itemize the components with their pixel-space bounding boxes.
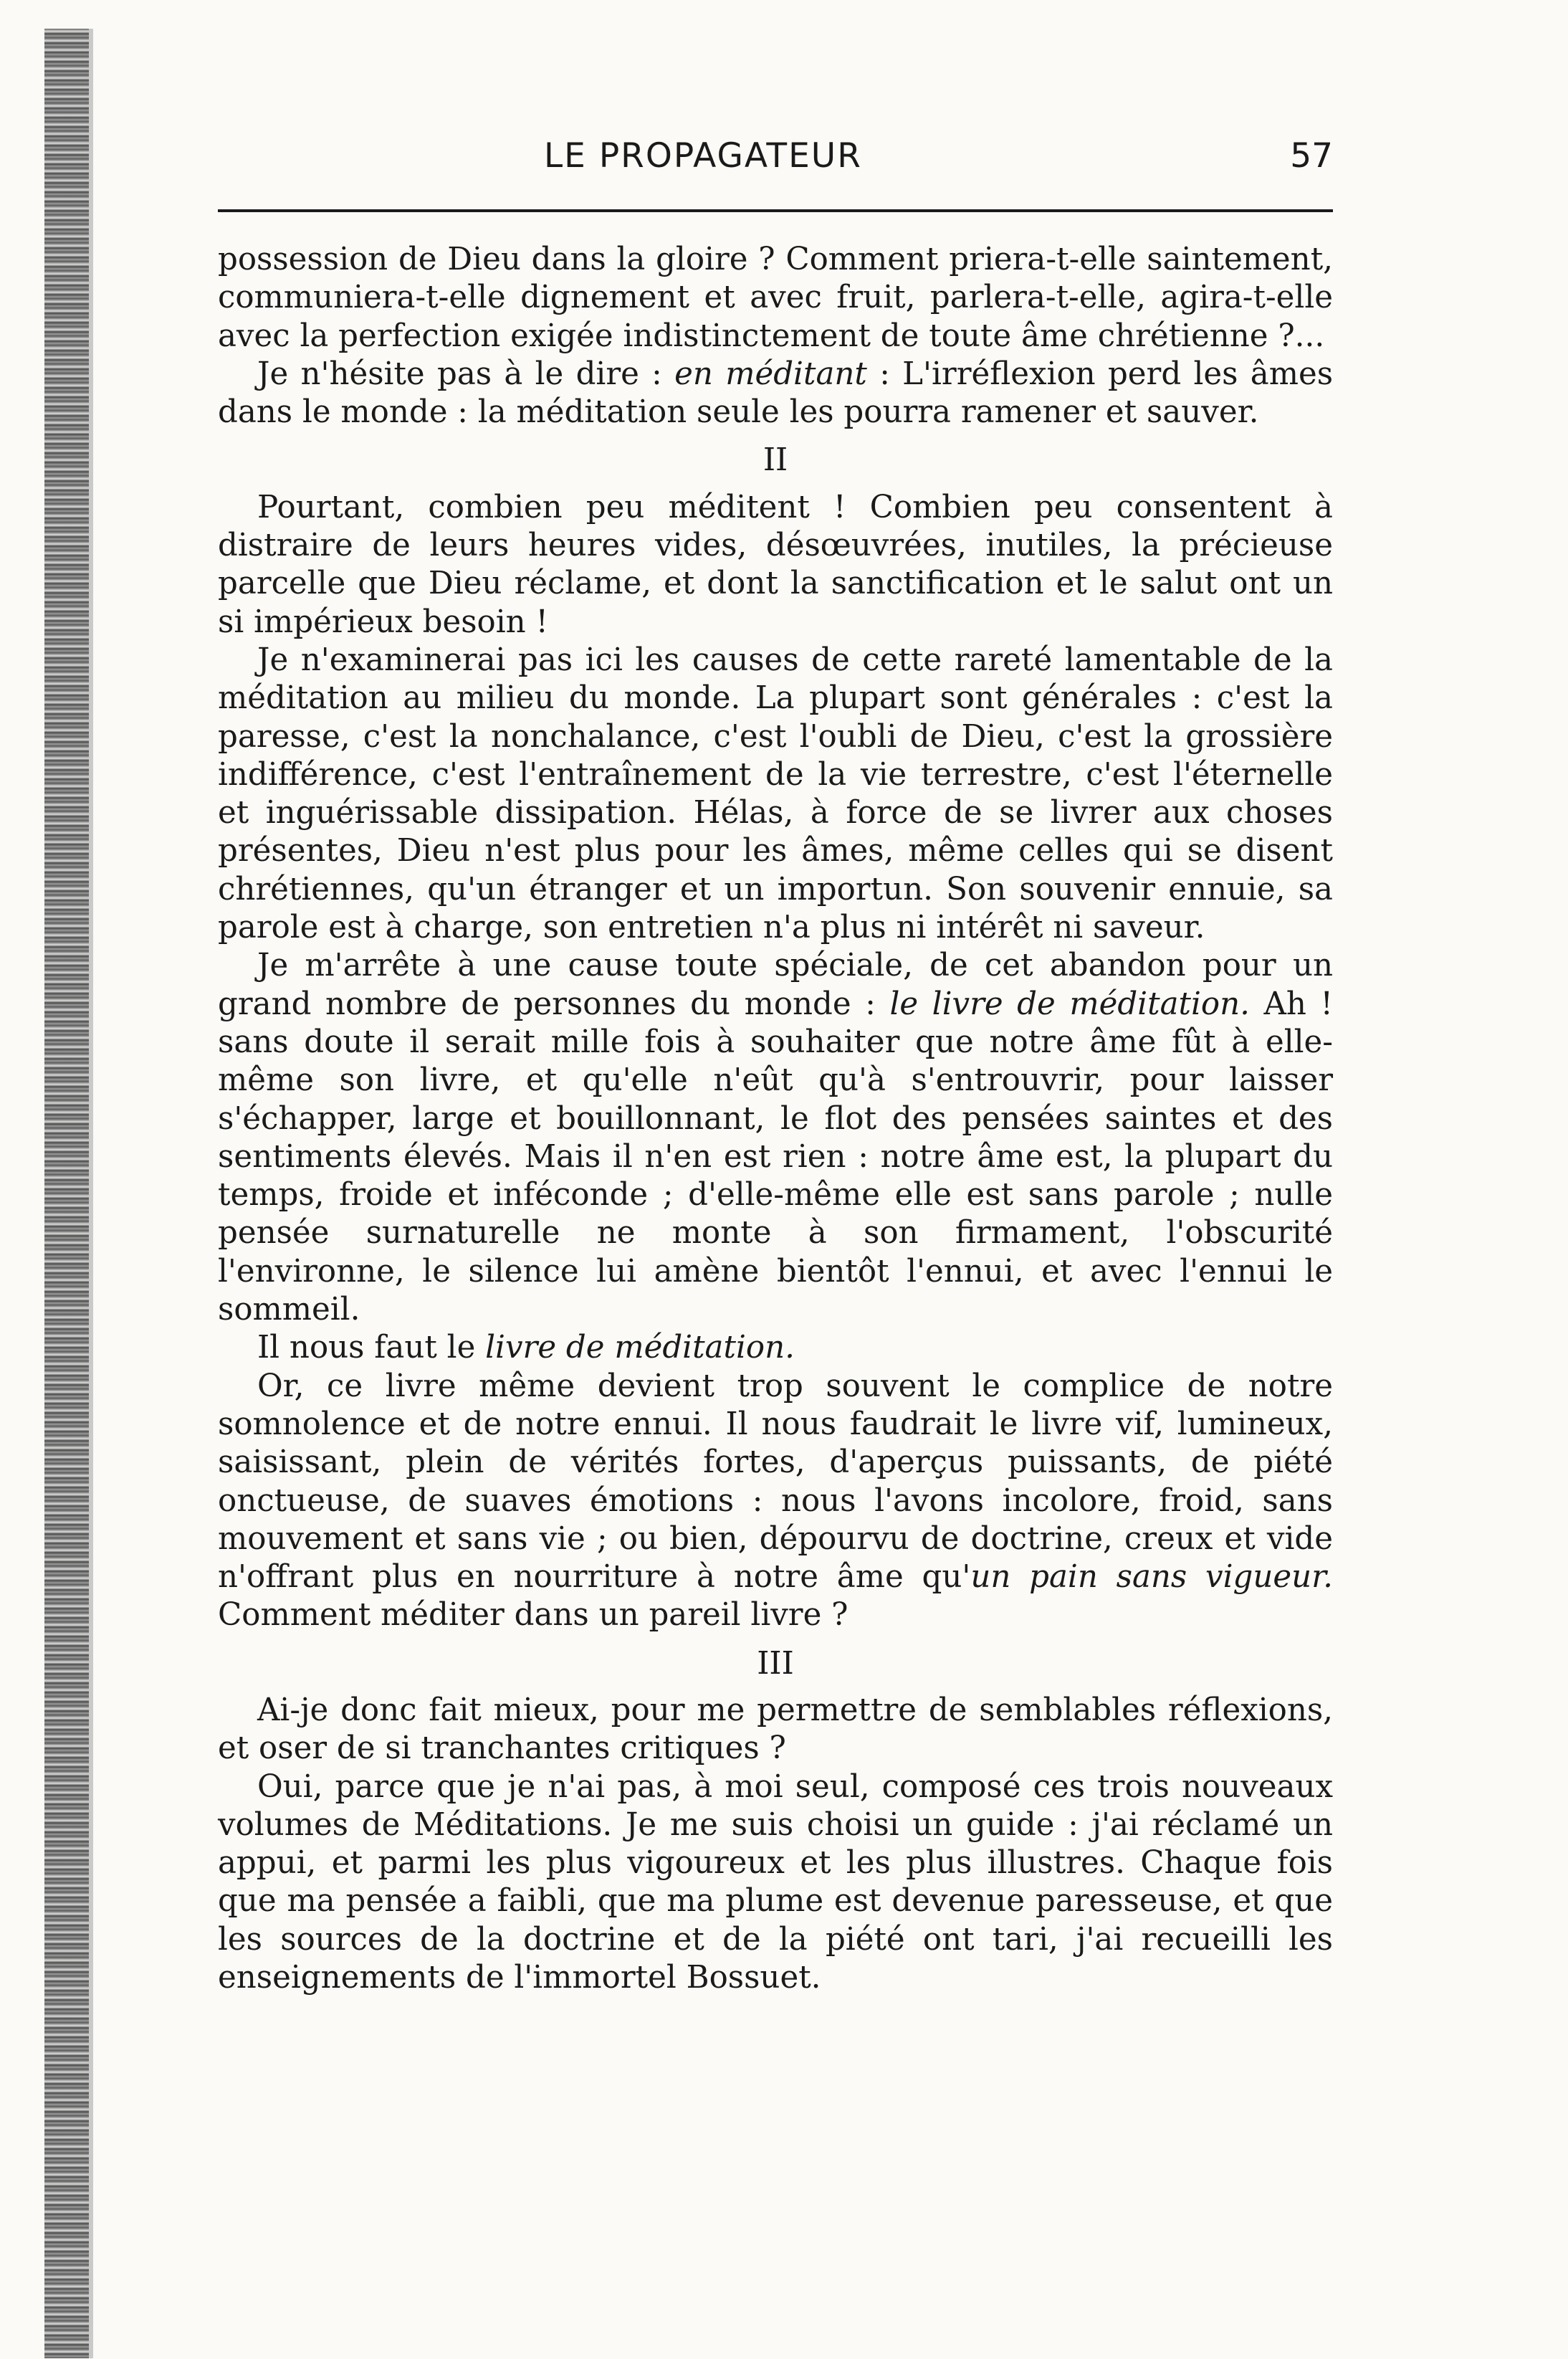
paragraph: Oui, parce que je n'ai pas, à moi seul, composé ces trois nouveaux volumes de Méditations. Je me suis choisi un guide : j'ai réclamé un appui, et parmi les plus vigoureux et les plus illustres. Chaque fois que ma pensée a faibli, que ma plume est devenue paresseuse, et que les sources de la doctrine et de la piété ont tari, j'ai recueilli les enseignements de l'immortel Bossuet. [218, 1768, 1333, 1996]
page-body [218, 241, 1333, 1997]
italic-phrase: un pain sans vigueur. [970, 1559, 1333, 1596]
paragraph: Pourtant, combien peu méditent ! Combien peu consentent à distraire de leurs heures vides, désœuvrées, inutiles, la précieuse parcelle que Dieu réclame, et dont la sanctification et le salut ont un si impérieux besoin ! [218, 489, 1333, 640]
italic-phrase: livre de méditation. [485, 1330, 795, 1366]
paragraph: Ai-je donc fait mieux, pour me permettre de semblables réflexions, et oser de si tranchantes critiques ? [218, 1692, 1333, 1767]
italic-phrase: en méditant [674, 356, 867, 392]
page-number: 57 [1290, 136, 1333, 176]
paragraph: Je m'arrête à une cause toute spéciale, de cet abandon pour un grand nombre de personnes du monde : le livre de méditation. Ah ! sans doute il serait mille fois à souhaiter que notre âme fût à elle-même son livre, et qu'elle n'eût qu'à s'entrouvrir, pour laisser s'échapper, large et bouillonnant, le flot des pensées saintes et des sentiments élevés. Mais il n'en est rien : notre âme est, la plupart du temps, froide et inféconde ; d'elle-même elle est sans parole ; nulle pensée surnaturelle ne monte à son firmament, l'obscurité l'environne, le silence lui amène bientôt l'ennui, et avec l'ennui le sommeil. [218, 948, 1333, 1328]
italic-phrase: le livre de méditation. [889, 986, 1250, 1022]
page-gutter [89, 29, 93, 2358]
section-heading: III [757, 1645, 794, 1682]
running-title: LE PROPAGATEUR [544, 136, 862, 176]
book-binding-edge [44, 29, 89, 2358]
paragraph: possession de Dieu dans la gloire ? Comment priera-t-elle saintement, communiera-t-elle dignement et avec fruit, parlera-t-elle, agira-t-elle avec la perfection exigée indistinctement de toute âme chrétienne ?... [218, 242, 1333, 354]
paragraph: Je n'hésite pas à le dire : en méditant : L'irréflexion perd les âmes dans le monde : la méditation seule les pourra ramener et sauver. [218, 356, 1334, 431]
paragraph: Or, ce livre même devient trop souvent le complice de notre somnolence et de notre ennui. Il nous faudrait le livre vif, lumineux, saisissant, plein de vérités fortes, d'aperçus puissants, de piété onctueuse, de suaves émotions : nous l'avons incolore, froid, sans mouvement et sans vie ; ou bien, dépourvu de doctrine, creux et vide n'offrant plus en nourriture à notre âme qu'un pain sans vigueur. Comment méditer dans un pareil livre ? [218, 1368, 1333, 1634]
paragraph: Il nous faut le livre de méditation. [257, 1330, 795, 1366]
section-heading: II [763, 442, 788, 479]
header-rule [218, 209, 1333, 212]
paragraph: Je n'examinerai pas ici les causes de cette rareté lamentable de la méditation au milieu du monde. La plupart sont générales : c'est la paresse, c'est la nonchalance, c'est l'oubli de Dieu, c'est la grossière indifférence, c'est l'entraînement de la vie terrestre, c'est l'éternelle et inguérissable dissipation. Hélas, à force de se livrer aux choses présentes, Dieu n'est plus pour les âmes, même celles qui se disent chrétiennes, qu'un étranger et un importun. Son souvenir ennuie, sa parole est à charge, son entretien n'a plus ni intérêt ni saveur. [218, 642, 1333, 946]
page-header [218, 136, 1333, 186]
